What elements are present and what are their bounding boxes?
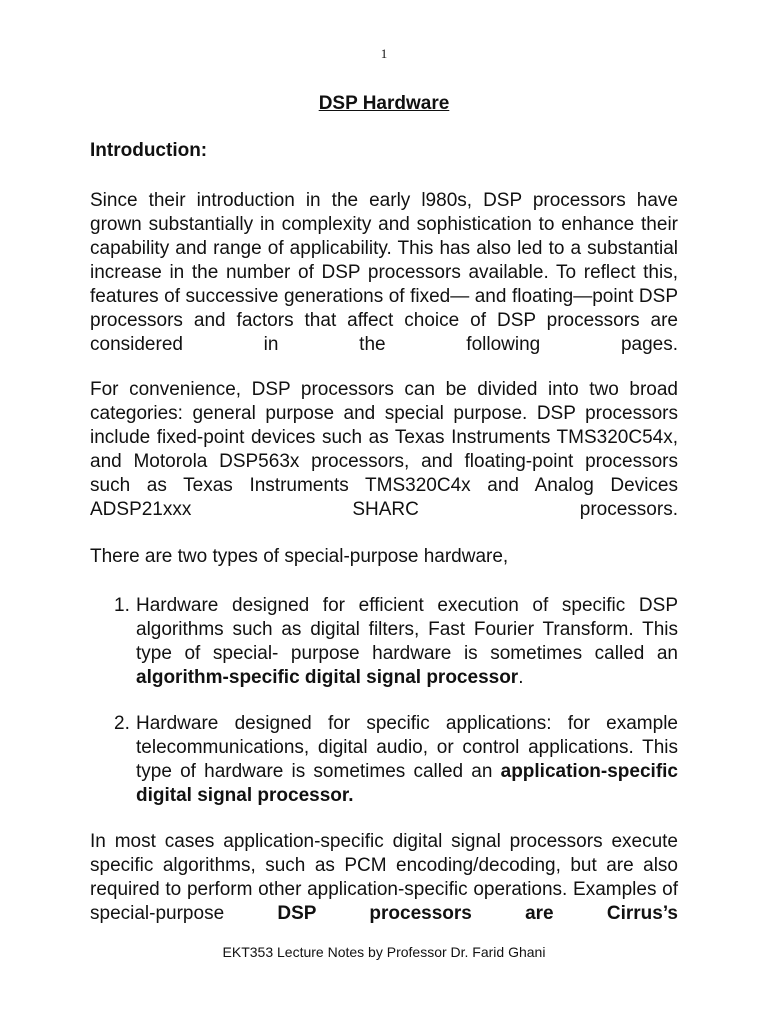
list-item-tail: .	[518, 667, 524, 688]
list-item	[90, 594, 678, 690]
list-item-number: 2.	[114, 713, 130, 734]
section-heading: Introduction:	[90, 140, 208, 161]
document-title: DSP Hardware	[318, 93, 450, 114]
list-item-bold-term: application-specific digital signal processor.	[136, 761, 678, 806]
examples-paragraph	[90, 830, 678, 926]
page-number: 1	[380, 46, 388, 61]
list-item-bold-term: algorithm-specific digital signal processor	[136, 667, 519, 688]
intro-paragraph-text: Since their introduction in the early l980s, DSP processors have grown substantially in complexity and sophistication to enhance their capability and range of applicability. This has also led to a substantial increase in the number of DSP processors available. To reflect this, features of successive generations of fixed— and floating—point DSP processors and factors that affect choice of DSP processors are considered in the following pages.	[90, 190, 678, 355]
special-purpose-paragraph: There are two types of special-purpose hardware,	[90, 546, 509, 567]
categories-paragraph	[90, 378, 678, 522]
special-purpose-list	[90, 594, 678, 690]
list-item	[90, 712, 678, 808]
list-item-number: 1.	[114, 595, 130, 616]
examples-paragraph-bold: DSP processors are Cirrus’s	[277, 903, 678, 924]
intro-paragraph	[90, 189, 678, 357]
examples-paragraph-text: In most cases application-specific digital signal processors execute specific algorithms, such as PCM encoding/decoding, but are also required to perform other application-specific operations. Examples of special-purpose	[90, 831, 678, 924]
special-purpose-list-second	[90, 712, 678, 808]
list-item-text: Hardware designed for specific applications: for example telecommunications, digital audio, or control applications. This type of hardware is sometimes called an	[136, 713, 678, 782]
page-footer: EKT353 Lecture Notes by Professor Dr. Farid Ghani	[222, 944, 546, 960]
list-item-text: Hardware designed for efficient execution of specific DSP algorithms such as digital filters, Fast Fourier Transform. This type of special- purpose hardware is sometimes called an	[136, 595, 678, 664]
categories-paragraph-text: For convenience, DSP processors can be divided into two broad categories: general purpose and special purpose. DSP processors include fixed-point devices such as Texas Instruments TMS320C54x, and Motorola DSP563x processors, and floating-point processors such as Texas Instruments TMS320C4x and Analog Devices ADSP21xxx SHARC processors.	[90, 379, 678, 520]
